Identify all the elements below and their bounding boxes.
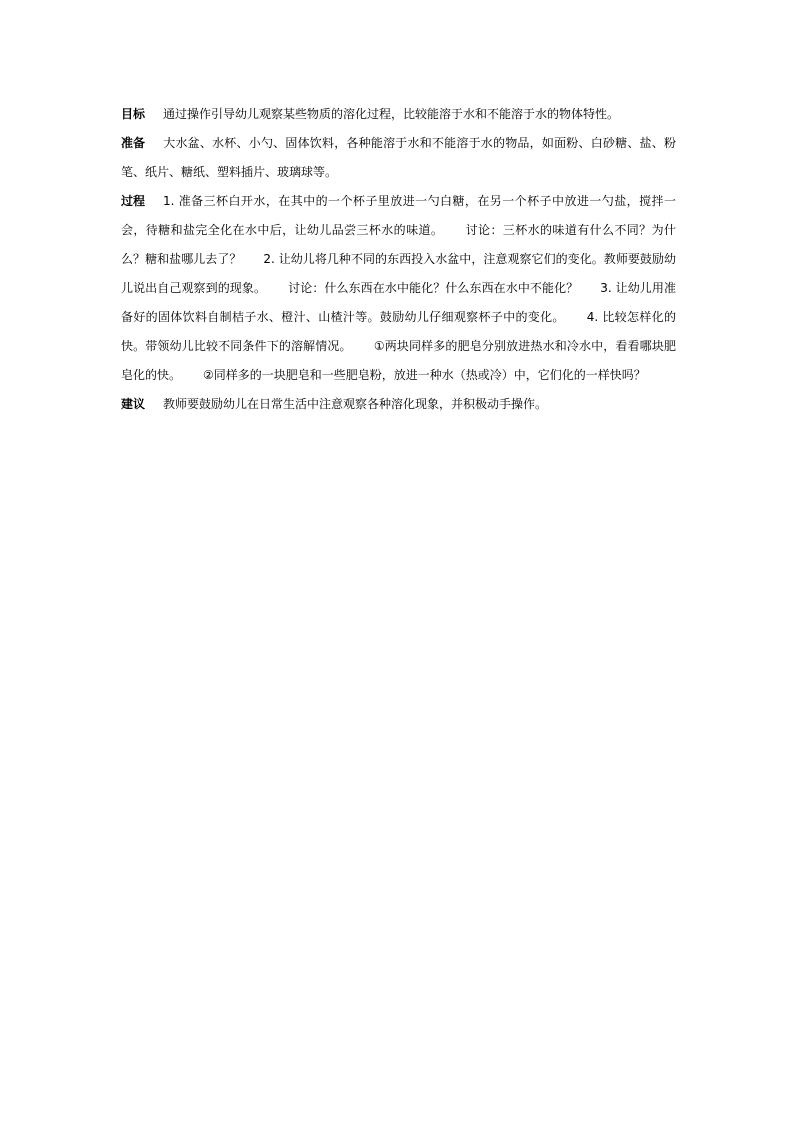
process-paragraph (121, 187, 676, 390)
suggestion-text: 教师要鼓励幼儿在日常生活中注意观察各种溶化现象，并积极动手操作。 (163, 397, 548, 411)
preparation-paragraph (121, 129, 676, 187)
suggestion-label: 建议 (121, 397, 146, 411)
goal-label: 目标 (121, 107, 146, 121)
process-discussion-1: 讨论：三杯水的味道有什么不同？为什么？糖和盐哪儿去了？ (121, 223, 676, 266)
process-label: 过程 (121, 194, 146, 208)
process-discussion-2: 讨论：什么东西在水中能化？什么东西在水中不能化？ (288, 281, 579, 295)
process-substep-2: ②同样多的一块肥皂和一些肥皂粉，放进一种水（热或冷）中，它们化的一样快吗？ (203, 368, 646, 382)
process-substep-1: ①两块同样多的肥皂分别放进热水和冷水中，看看哪块肥皂化的快。 (121, 339, 676, 382)
document-body (121, 100, 676, 419)
goal-paragraph (121, 100, 676, 129)
preparation-text: 大水盆、水杯、小勺、固体饮料，各种能溶于水和不能溶于水的物品，如面粉、白砂糖、盐、粉笔、纸片、糖纸、塑料插片、玻璃球等。 (121, 136, 676, 179)
goal-text: 通过操作引导幼儿观察某些物质的溶化过程，比较能溶于水和不能溶于水的物体特性。 (163, 107, 620, 121)
process-step-3: 3. 让幼儿用准备好的固体饮料自制桔子水、橙汁、山楂汁等。鼓励幼儿仔细观察杯子中的变化。 (121, 281, 676, 324)
suggestion-paragraph (121, 390, 676, 419)
process-step-2: 2. 让幼儿将几种不同的东西投入水盆中，注意观察它们的变化。教师要鼓励幼儿说出自己观察到的现象。 (121, 252, 676, 295)
process-step-1: 1. 准备三杯白开水，在其中的一个杯子里放进一勺白糖，在另一个杯子中放进一勺盐，搅拌一会，待糖和盐完全化在水中后，让幼儿品尝三杯水的味道。 (121, 194, 676, 237)
preparation-label: 准备 (121, 136, 146, 150)
process-step-4: 4. 比较怎样化的快。带领幼儿比较不同条件下的溶解情况。 (121, 310, 676, 353)
